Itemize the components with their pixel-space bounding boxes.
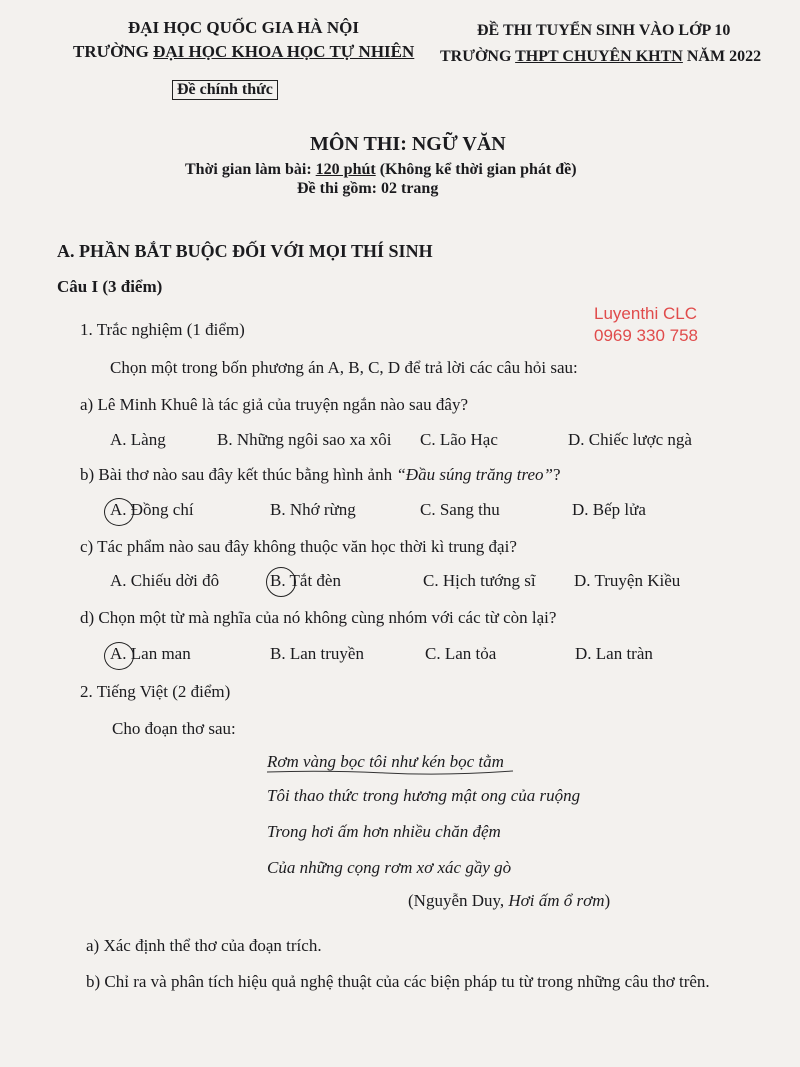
option-d: D. Chiếc lược ngà (568, 430, 692, 449)
watermark-phone: 0969 330 758 (594, 326, 698, 345)
official-label: Đề chính thức (172, 80, 278, 100)
option-c: C. Sang thu (420, 500, 500, 519)
exam-school: TRƯỜNG THPT CHUYÊN KHTN NĂM 2022 (440, 48, 762, 65)
question-1-title: Câu I (3 điểm) (57, 277, 163, 296)
poem-intro: Cho đoạn thơ sau: (112, 719, 236, 738)
school-name: TRƯỜNG ĐẠI HỌC KHOA HỌC TỰ NHIÊN (73, 42, 415, 61)
exam-pages: Đề thi gồm: 02 trang (297, 180, 439, 197)
poem-source: (Nguyễn Duy, Hơi ấm ổ rơm) (408, 891, 611, 910)
option-a: A. Làng (110, 430, 166, 449)
question-b: b) Bài thơ nào sau đây kết thúc bằng hình ảnh “Đầu súng trăng treo”? (80, 465, 561, 484)
part-1-title: 1. Trắc nghiệm (1 điểm) (80, 320, 245, 339)
task-b: b) Chỉ ra và phân tích hiệu quả nghệ thuật của các biện pháp tu từ trong những câu thơ trên. (86, 972, 710, 991)
option-a: A. Lan man (110, 644, 191, 663)
option-b: B. Tắt đèn (270, 571, 341, 590)
poem-line-4: Của những cọng rơm xơ xác gầy gò (267, 858, 512, 877)
poem-line-1: Rơm vàng bọc tôi như kén bọc tằm (267, 752, 504, 771)
part-2-title: 2. Tiếng Việt (2 điểm) (80, 682, 231, 701)
instruction: Chọn một trong bốn phương án A, B, C, D để trả lời các câu hỏi sau: (110, 358, 578, 377)
watermark-brand: Luyenthi CLC (594, 304, 698, 323)
option-b: B. Lan truyền (270, 644, 364, 663)
option-d: D. Truyện Kiều (574, 571, 681, 590)
question-d: d) Chọn một từ mà nghĩa của nó không cùng nhóm với các từ còn lại? (80, 608, 557, 627)
subject-title: MÔN THI: NGỮ VĂN (310, 133, 506, 155)
option-b: B. Những ngôi sao xa xôi (217, 430, 392, 449)
poem-line-3: Trong hơi ấm hơn nhiều chăn đệm (267, 822, 501, 841)
option-d: D. Lan tràn (575, 644, 653, 663)
exam-time: Thời gian làm bài: 120 phút (Không kể thời gian phát đề) (185, 161, 577, 178)
question-a: a) Lê Minh Khuê là tác giả của truyện ngắn nào sau đây? (80, 395, 469, 414)
option-a: A. Chiếu dời đô (110, 571, 220, 590)
section-a-heading: A. PHẦN BẮT BUỘC ĐỐI VỚI MỌI THÍ SINH (57, 241, 433, 261)
option-c: C. Lan tỏa (425, 644, 497, 663)
option-d: D. Bếp lửa (572, 500, 646, 519)
question-c: c) Tác phẩm nào sau đây không thuộc văn học thời kì trung đại? (80, 537, 517, 556)
exam-title: ĐỀ THI TUYỂN SINH VÀO LỚP 10 (477, 22, 731, 39)
task-a: a) Xác định thể thơ của đoạn trích. (86, 936, 322, 955)
handwritten-underline (265, 768, 515, 776)
option-b: B. Nhớ rừng (270, 500, 356, 519)
university-name: ĐẠI HỌC QUỐC GIA HÀ NỘI (128, 18, 359, 37)
option-a: A. Đồng chí (110, 500, 194, 519)
option-c: C. Lão Hạc (420, 430, 498, 449)
option-c: C. Hịch tướng sĩ (423, 571, 536, 590)
poem-line-2: Tôi thao thức trong hương mật ong của ruộng (267, 786, 581, 805)
